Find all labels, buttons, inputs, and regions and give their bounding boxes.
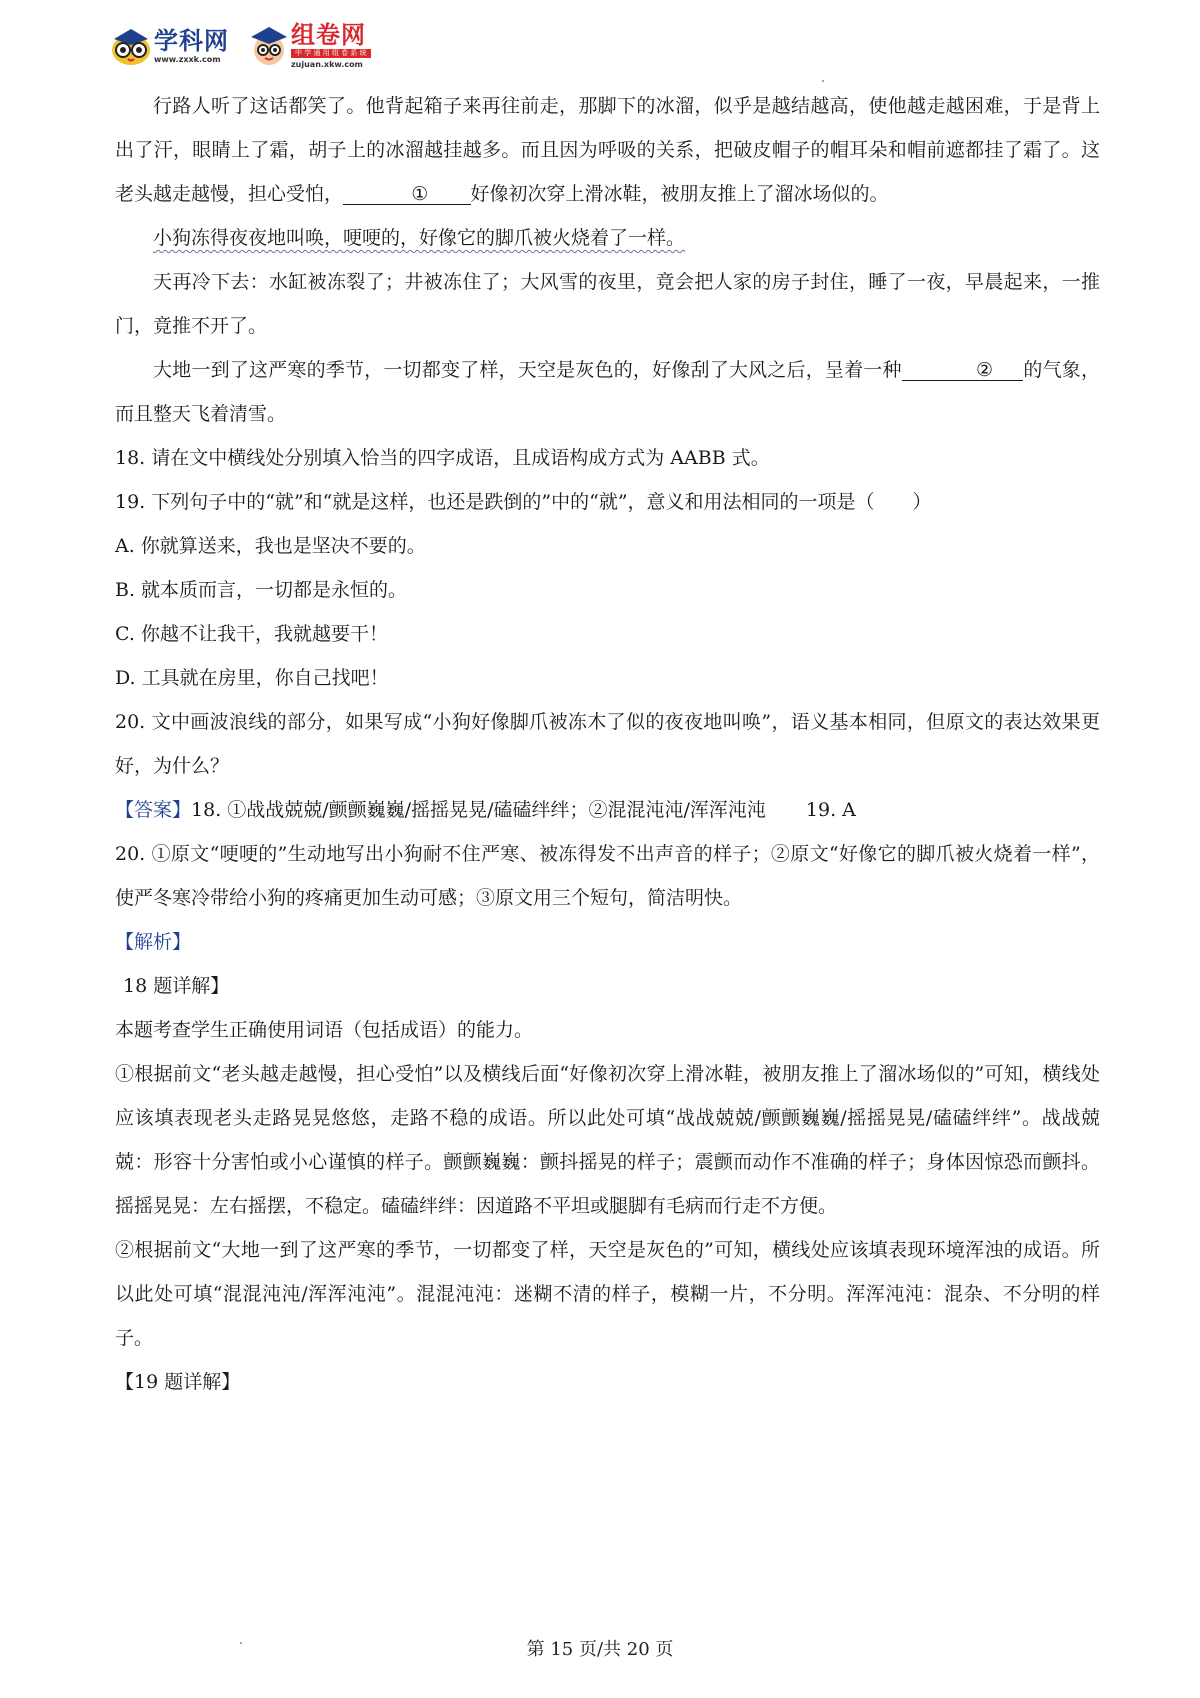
zujuan-logo-url: zujuan.xkw.com xyxy=(291,60,363,69)
scan-dot xyxy=(822,80,824,82)
fill-blank-2 xyxy=(902,360,1024,381)
zxxk-logo xyxy=(108,25,229,67)
passage-text: 的气象，而且整天飞着清雪。 xyxy=(115,359,1100,425)
zujuan-logo-badge: 中 学 通 用 组 卷 系 统 xyxy=(291,49,371,58)
wavy-underlined-sentence: 小狗冻得夜夜地叫唤，哽哽的，好像它的脚爪被火烧着了一样。 xyxy=(153,227,686,249)
question-18: 18. 请在文中横线处分别填入恰当的四字成语，且成语构成方式为 AABB 式。 xyxy=(115,447,770,469)
q19-option-a: A. 你就算送来，我也是坚决不要的。 xyxy=(115,535,426,557)
passage-paragraph-1 xyxy=(115,84,1100,216)
analysis-tag-text: 【解析】 xyxy=(115,931,192,953)
analysis-tag xyxy=(115,920,1100,964)
zujuan-logo-title: 组卷网 xyxy=(291,21,366,49)
analysis-paragraph-2: ②根据前文“大地一到了这严寒的季节，一切都变了样，天空是灰色的”可知，横线处应该填表现环境浑浊的成语。所以此处可填“混混沌沌/浑浑沌沌”。混混沌沌：迷糊不清的样子，模糊一片，不分明。浑浑沌沌：混杂、不分明的样子。 xyxy=(115,1239,1100,1349)
analysis-heading-19: 【19 题详解】 xyxy=(115,1371,241,1393)
question-19: 19. 下列句子中的“就”和“就是这样，也还是跌倒的”中的“就”，意义和用法相同的一项是（ ） xyxy=(115,491,932,513)
answer-18: 18. ①战战兢兢/颤颤巍巍/摇摇晃晃/磕磕绊绊；②混混沌沌/浑浑沌沌 xyxy=(191,799,766,821)
document-body xyxy=(115,84,1100,1404)
zxxk-logo-url: www.zxxk.com xyxy=(154,54,221,64)
passage-paragraph-4 xyxy=(115,348,1100,436)
answer-20: 20. ①原文“哽哽的”生动地写出小狗耐不住严寒、被冻得发不出声音的样子；②原文“好像它的脚爪被火烧着一样”，使严冬寒冷带给小狗的疼痛更加生动可感；③原文用三个短句，简洁明快。 xyxy=(115,843,1100,909)
student-mascot-icon xyxy=(247,24,291,68)
q19-option-d: D. 工具就在房里，你自己找吧！ xyxy=(115,667,389,689)
q19-option-b: B. 就本质而言，一切都是永恒的。 xyxy=(115,579,408,601)
question-20: 20. 文中画波浪线的部分，如果写成“小狗好像脚爪被冻木了似的夜夜地叫唤”，语义基本相同，但原文的表达效果更好，为什么？ xyxy=(115,711,1100,777)
passage-paragraph-2 xyxy=(115,216,1100,260)
page-number: 第 15 页/共 20 页 xyxy=(526,1639,674,1660)
answer-19: 19. A xyxy=(805,799,856,821)
page-header xyxy=(108,20,389,72)
zxxk-logo-title: 学科网 xyxy=(154,26,229,55)
passage-text: 大地一到了这严寒的季节，一切都变了样，天空是灰色的，好像刮了大风之后，呈着一种 xyxy=(153,359,902,381)
analysis-heading-18-text: 18 题详解】 xyxy=(123,975,230,997)
analysis-heading-18 xyxy=(115,964,1100,1008)
fill-blank-1 xyxy=(343,184,471,205)
analysis-intro: 本题考查学生正确使用词语（包括成语）的能力。 xyxy=(115,1019,534,1041)
passage-text: 行路人听了这话都笑了。他背起箱子来再往前走，那脚下的冰溜，似乎是越结越高，使他越走越困难，于是背上出了汗，眼睛上了霜，胡子上的冰溜越挂越多。而且因为呼吸的关系，把破皮帽子的帽耳朵和帽前遮都挂了霜了。这老头越走越慢，担心受怕， xyxy=(115,95,1100,205)
blank-label: ① xyxy=(411,183,429,205)
passage-text: 好像初次穿上滑冰鞋，被朋友推上了溜冰场似的。 xyxy=(470,183,889,205)
analysis-paragraph-1: ①根据前文“老头越走越慢，担心受怕”以及横线后面“好像初次穿上滑冰鞋，被朋友推上了溜冰场似的”可知，横线处应该填表现老头走路晃晃悠悠，走路不稳的成语。所以此处可填“战战兢兢/颤颤巍巍/摇摇晃晃/磕磕绊绊”。战战兢兢：形容十分害怕或小心谨慎的样子。颤颤巍巍：颤抖摇晃的样子；震颤而动作不准确的样子；身体因惊恐而颤抖。摇摇晃晃：左右摇摆，不稳定。磕磕绊绊：因道路不平坦或腿脚有毛病而行走不方便。 xyxy=(115,1063,1100,1217)
blank-label: ② xyxy=(975,359,993,381)
zujuan-logo xyxy=(247,23,371,69)
answer-tag: 【答案】 xyxy=(115,799,192,821)
passage-paragraph-3: 天再冷下去：水缸被冻裂了；井被冻住了；大风雪的夜里，竟会把人家的房子封住，睡了一夜，早晨起来，一推门，竟推不开了。 xyxy=(115,271,1100,337)
owl-mascot-icon xyxy=(108,25,154,67)
q19-option-c: C. 你越不让我干，我就越要干！ xyxy=(115,623,388,645)
answer-line xyxy=(115,788,1100,832)
